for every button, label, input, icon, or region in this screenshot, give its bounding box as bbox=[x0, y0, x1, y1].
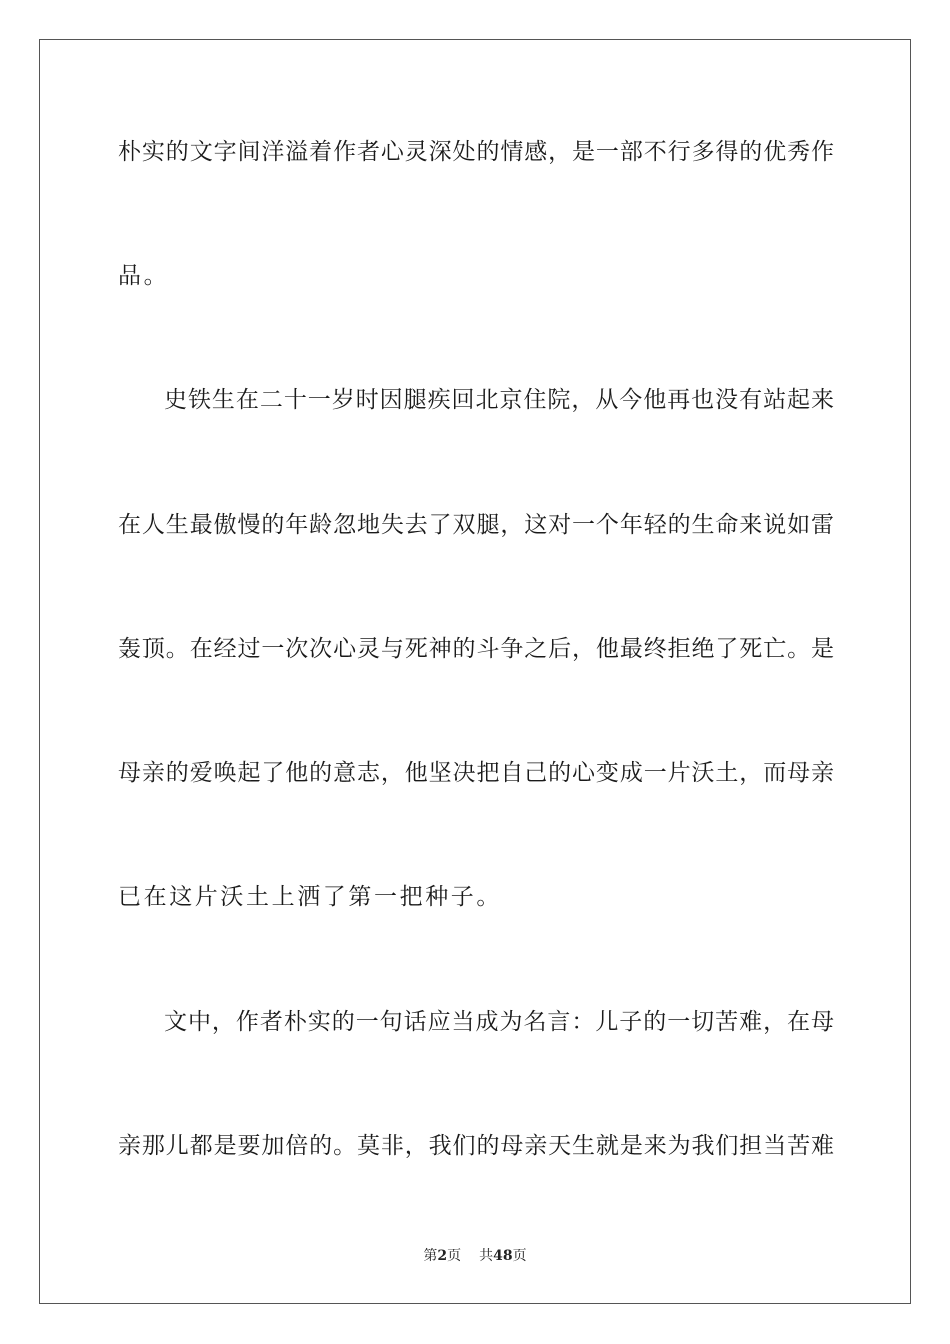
footer-total-prefix: 共 bbox=[479, 1248, 494, 1264]
footer-total-pages: 48 bbox=[493, 1248, 513, 1264]
body-text-line: 已在这片沃土上洒了第一把种子。 bbox=[118, 884, 502, 910]
body-text-line: 在人生最傲慢的年龄忽地失去了双腿，这对一个年轻的生命来说如雷 bbox=[118, 512, 834, 538]
body-text-line: 朴实的文字间洋溢着作者心灵深处的情感，是一部不行多得的优秀作 bbox=[118, 139, 834, 165]
body-text-line: 轰顶。在经过一次次心灵与死神的斗争之后，他最终拒绝了死亡。是 bbox=[118, 636, 834, 662]
footer-page-number: 2 bbox=[437, 1248, 448, 1264]
body-text-line: 亲那儿都是要加倍的。莫非，我们的母亲天生就是来为我们担当苦难 bbox=[118, 1133, 834, 1159]
footer-page-prefix: 第 bbox=[423, 1248, 438, 1264]
body-text-line: 品。 bbox=[118, 263, 170, 289]
body-text-line: 史铁生在二十一岁时因腿疾回北京住院，从今他再也没有站起来 bbox=[164, 387, 834, 413]
page-border bbox=[39, 39, 911, 1304]
footer-total-suffix: 页 bbox=[512, 1248, 527, 1264]
body-text-line: 文中，作者朴实的一句话应当成为名言：儿子的一切苦难，在母 bbox=[164, 1009, 834, 1035]
footer-page-suffix: 页 bbox=[447, 1248, 462, 1264]
body-text-line: 母亲的爱唤起了他的意志，他坚决把自己的心变成一片沃土，而母亲 bbox=[118, 760, 834, 786]
page-footer bbox=[0, 1246, 950, 1266]
